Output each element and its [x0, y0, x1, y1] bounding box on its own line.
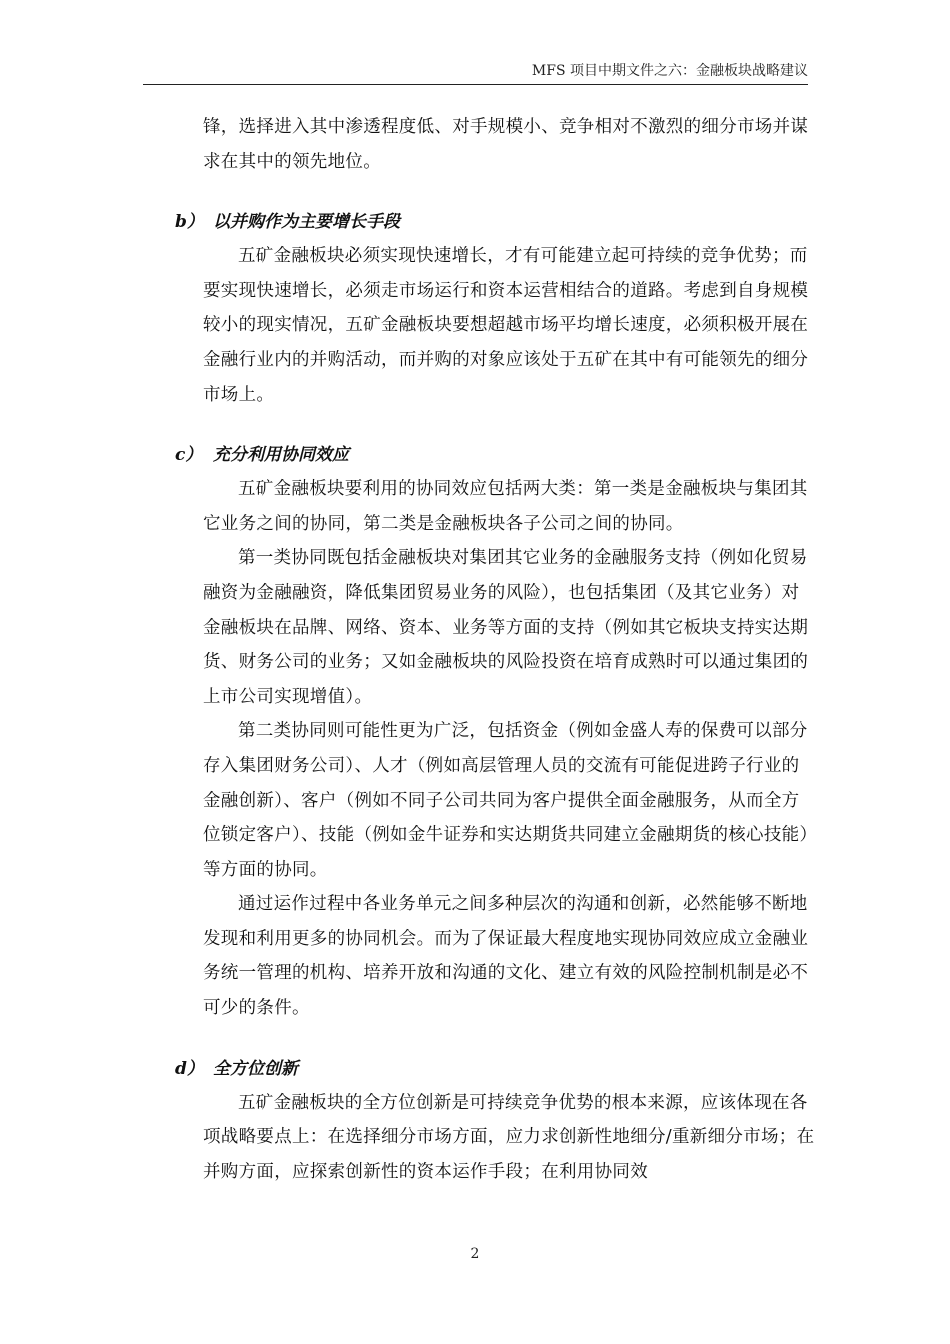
section-b-title: 以并购作为主要增长手段 [213, 212, 400, 233]
section-c-paragraph-2: 第一类协同既包括金融板块对集团其它业务的金融服务支持（例如化贸易融资为金融融资，降低集团贸易业务的风险），也包括集团（及其它业务）对金融板块在品牌、网络、资本、业务等方面的支持（例如其它板块支持实达期货、财务公司的业务；又如金融板块的风险投资在培育成熟时可以通过集团的上市公司实现增值）。 [203, 548, 809, 707]
header-divider [143, 84, 808, 85]
section-d-title: 全方位创新 [213, 1058, 298, 1079]
section-d-label: d） [175, 1058, 204, 1079]
section-d-paragraph-1: 五矿金融板块的全方位创新是可持续竞争优势的根本来源，应该体现在各项战略要点上：在选择细分市场方面，应力求创新性地细分/重新细分市场；在并购方面，应探索创新性的资本运作手段；在利用协同效 [203, 1092, 815, 1182]
running-header: MFS 项目中期文件之六：金融板块战略建议 [531, 63, 808, 79]
section-d-heading [175, 1052, 815, 1086]
section-b-label: b） [175, 212, 204, 233]
section-c-title: 充分利用协同效应 [213, 445, 349, 466]
section-c-paragraph-1: 五矿金融板块要利用的协同效应包括两大类：第一类是金融板块与集团其它业务之间的协同，第二类是金融板块各子公司之间的协同。 [203, 479, 808, 534]
section-c-heading [175, 438, 815, 472]
section-b-heading [175, 205, 815, 239]
section-b-paragraph-1: 五矿金融板块必须实现快速增长，才有可能建立起可持续的竞争优势；而要实现快速增长，必须走市场运行和资本运营相结合的道路。考虑到自身规模较小的现实情况，五矿金融板块要想超越市场平均增长速度，必须积极开展在金融行业内的并购活动，而并购的对象应该处于五矿在其中有可能领先的细分市场上。 [203, 246, 809, 405]
section-c-paragraph-3: 第二类协同则可能性更为广泛，包括资金（例如金盛人寿的保费可以部分存入集团财务公司）、人才（例如高层管理人员的交流有可能促进跨子行业的金融创新）、客户（例如不同子公司共同为客户提供全面金融服务，从而全方位锁定客户）、技能（例如金牛证券和实达期货共同建立金融期货的核心技能）等方面的协同。 [203, 721, 809, 880]
intro-paragraph: 锋，选择进入其中渗透程度低、对手规模小、竞争相对不激烈的细分市场并谋求在其中的领先地位。 [203, 117, 809, 172]
document-body [175, 110, 815, 1189]
section-c-label: c） [175, 445, 203, 466]
section-c-paragraph-4: 通过运作过程中各业务单元之间多种层次的沟通和创新，必然能够不断地发现和利用更多的协同机会。而为了保证最大程度地实现协同效应成立金融业务统一管理的机构、培养开放和沟通的文化、建立有效的风险控制机制是必不可少的条件。 [203, 894, 809, 1019]
page-number: 2 [470, 1246, 480, 1262]
